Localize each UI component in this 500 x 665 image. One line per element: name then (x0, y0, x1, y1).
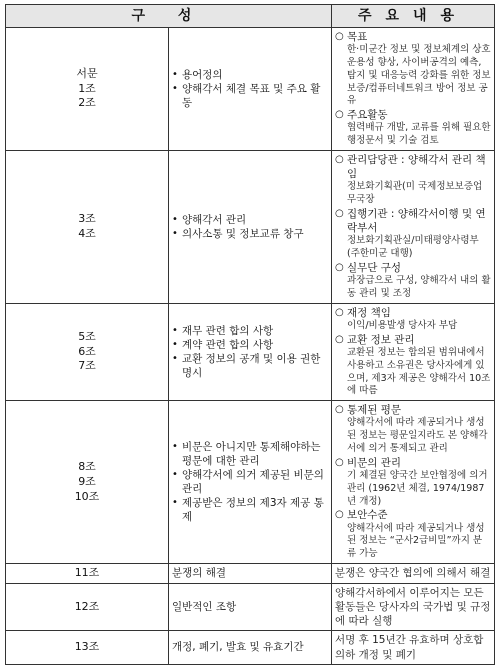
summary-cell (169, 631, 332, 664)
table-row (6, 564, 495, 584)
detail-item: ○ 실무단 구성 (335, 261, 402, 274)
list-item: • 의사소통 및 정보교류 창구 (172, 227, 304, 240)
list-item: • 양해각서 체결 목표 및 주요 활동 (172, 82, 321, 110)
summary-cell (169, 151, 332, 304)
table-row (6, 28, 495, 151)
details-cell: 서명 후 15년간 유효하며 상호합의하 개정 및 폐기 (332, 631, 495, 664)
article-cell: 11조 (6, 564, 169, 584)
list-item: 분쟁의 해결 (172, 567, 227, 579)
details-cell: ○ 재정 책임 이익/비용발생 당사자 부담 ○ 교환 정보 관리 교환된 정보는 합의된 범위내에서 사용하고 소유권은 당사자에게 있으며, 제3자 제공은 양해각서 10조에 따름 (332, 303, 495, 400)
article-cell: 5조 6조 7조 (6, 303, 169, 400)
article-cell: 서문 1조 2조 (6, 28, 169, 151)
detail-item: ○ 통제된 평문 (335, 404, 402, 417)
article-cell: 12조 (6, 583, 169, 631)
list-item: • 계약 관련 합의 사항 (172, 338, 274, 351)
detail-item: ○ 비문의 관리 (335, 456, 402, 469)
list-item: • 용어정의 (172, 68, 223, 81)
table-row (6, 583, 495, 631)
table-row (6, 401, 495, 564)
article-cell: 13조 (6, 631, 169, 664)
detail-item: ○ 주요활동 (335, 109, 388, 122)
list-item: • 교환 정보의 공개 및 이용 권한 명시 (172, 352, 321, 380)
header-main-content: 주요내용 (332, 5, 495, 28)
table-row (6, 151, 495, 304)
summary-cell (169, 28, 332, 151)
detail-item: ○ 집행기관 : 양해각서이행 및 연락부서 (335, 208, 486, 235)
details-cell: 양해각서하에서 이루어지는 모든 활동들은 당사자의 국가법 및 규정에 따라 실행 (332, 583, 495, 631)
article-cell: 3조 4조 (6, 151, 169, 304)
detail-item: ○ 재정 책임 (335, 306, 391, 319)
summary-cell (169, 401, 332, 564)
table-row (6, 303, 495, 400)
list-item: 개정, 폐기, 발효 및 유효기간 (172, 641, 304, 654)
list-item: • 양해각서 관리 (172, 213, 247, 226)
list-item: • 비문은 아니지만 통제해야하는 평문에 대한 관리 (172, 440, 321, 467)
details-cell: ○ 통제된 평문 양해각서에 따라 제공되거나 생성된 정보는 평문일지라도 본 양해각서에 의거 통제되고 관리 ○ 비문의 관리 기 체결된 양국간 보안협정에 의거 관리 (1962년 체결, 1974/1987년 개정) ○ 보안수준 양해각서에 따라 제공되거나 생성된 정보는 “군사2급비밀”까지 분류 가능 (332, 401, 495, 564)
detail-item: ○ 목표 (335, 31, 368, 43)
list-item: • 양해각서에 의거 제공된 비문의 관리 (172, 468, 324, 496)
table-header-row (6, 5, 495, 28)
details-cell: 분쟁은 양국간 협의에 의해서 해결 (332, 564, 495, 584)
detail-item: ○ 관리담당관 : 양해각서 관리 책임 (335, 154, 486, 181)
article-cell: 8조 9조 10조 (6, 401, 169, 564)
summary-cell (169, 564, 332, 584)
detail-item: ○ 교환 정보 관리 (335, 333, 415, 346)
details-cell: ○ 목표 한·미군간 정보 및 정보체계의 상호운용성 향상, 사이버공격의 예측, 탐지 및 대응능력 강화를 위한 정보보증/컴퓨터네트워크 방어 정보 공유 ○ 주요활동 협력배규 개발, 교류를 위해 필요한 행정문서 및 기술 검토 (332, 28, 495, 151)
list-item: • 제공받은 정보의 제3자 제공 통제 (172, 497, 324, 524)
detail-item: ○ 보안수준 (335, 509, 388, 522)
summary-cell (169, 583, 332, 631)
header-structure: 구 성 (6, 5, 332, 28)
list-item: • 재무 관련 합의 사항 (172, 324, 274, 337)
details-cell: ○ 관리담당관 : 양해각서 관리 책임 정보화기획관(미 국제정보보증업무국장 ○ 집행기관 : 양해각서이행 및 연락부서 정보화기획관실/미태평양사령부(주한미군 대행) ○ 실무단 구성 과장급으로 구성, 양해각서 내의 활동 관리 및 조정 (332, 151, 495, 304)
summary-cell (169, 303, 332, 400)
table-row (6, 631, 495, 664)
mou-summary-table (5, 4, 495, 665)
list-item: 일반적인 조항 (172, 601, 237, 614)
